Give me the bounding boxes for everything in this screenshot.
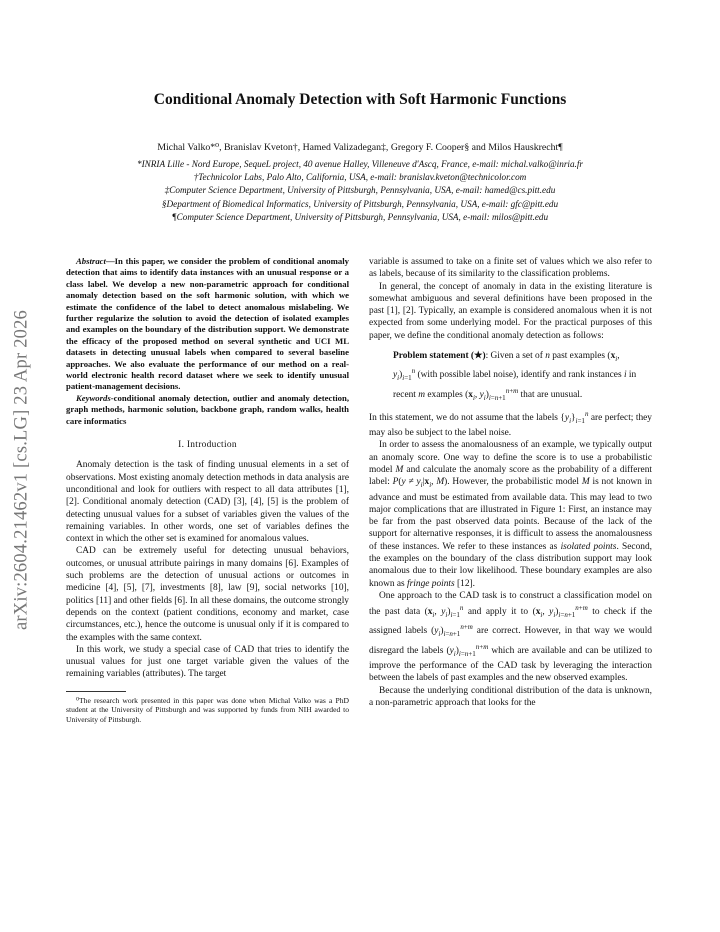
right-paragraph-5: One approach to the CAD task is to construct a classification model on the past data ($x_i$, $y_i)_{i=1}^n$ and apply it to ($x_i$, $y_i)_{i=n+1}^{n+m}$ to check if the assigned labels $(y_i)_{i=n+1}^{n+m}$ are correct. However, in that way we would disregard the labels $(y_i)_{i=n+1}^{n+m}$ which are available and can be utilized to improve the performance of the CAD task by leveraging the interaction between the labels of past examples and the new observed examples. bbox=[369, 590, 653, 684]
keywords bbox=[66, 393, 349, 427]
abstract bbox=[66, 256, 349, 393]
affiliation-4: §Department of Biomedical Informatics, University of Pittsburgh, Pennsylvania, USA, e-mail: gfc@pitt.edu bbox=[161, 198, 559, 209]
arxiv-stamp bbox=[2, 250, 42, 690]
problem-statement-lead: Problem statement (★) bbox=[393, 351, 486, 362]
right-paragraph-3: In this statement, we do not assume that the labels $\{y_i\}_{i=1}^n$ are perfect; they may also be subject to the label noise. bbox=[369, 409, 652, 439]
author-list: Michal Valko*⁰, Branislav Kveton†, Hamed Valizadegan‡, Gregory F. Cooper§ and Milos Hauskrecht¶ bbox=[157, 142, 563, 153]
problem-statement: Problem statement (★): Given a set of n past examples ($x_i$, $y_i)_{i=1}^n$ (with possible label noise), identify and rank instances i in recent m examples ($x_i$, $y_i)_{i=n+1}^{n+m}$ that are unusual. bbox=[393, 351, 637, 402]
affiliation-2: †Technicolor Labs, Palo Alto, California, USA, e-mail: branislav.kveton@technicolor.com bbox=[193, 172, 527, 183]
arxiv-id: arXiv:2604.21462v1 [cs.LG] 23 Apr 2026 bbox=[11, 309, 32, 631]
affiliation-5: ¶Computer Science Department, University of Pittsburgh, Pennsylvania, USA, e-mail: milos@pitt.edu bbox=[171, 211, 549, 222]
affiliation-3: ‡Computer Science Department, University of Pittsburgh, Pennsylvania, USA, e-mail: hamed@cs.pitt.edu bbox=[164, 185, 556, 196]
section-heading: I. Introduction bbox=[178, 440, 237, 451]
keywords-text: -conditional anomaly detection, outlier and anomaly detection, graph methods, harmonic solution, backbone graph, random walks, health care informatics bbox=[66, 392, 349, 426]
abstract-lead: Abstract bbox=[76, 256, 106, 266]
affiliations bbox=[0, 158, 720, 224]
intro-paragraph-3: In this work, we study a special case of CAD that tries to identify the unusual values for just one target variable given the values of the remaining variables (attributes). The target bbox=[66, 644, 349, 680]
right-paragraph-6: Because the underlying conditional distribution of the data is unknown, a non-parametric approach that looks for the bbox=[369, 685, 652, 708]
footnote-rule bbox=[66, 691, 126, 692]
intro-paragraph-2: CAD can be extremely useful for detecting unusual behaviors, outcomes, or unusual attribute pairings in many domains [6]. Examples of such problems are the detection of unusual actions or outcomes in medicine [4], [5], [7], investments [8], law [9], social networks [10], politics [11] and other fields [6]. In all these domains, the outcome strongly depends on the context (patient conditions, economy and market, case circumstances, etc.), hence the outcome is unusual only if it is compared to the examples with the same context. bbox=[66, 546, 349, 643]
keywords-lead: Keywords bbox=[76, 392, 111, 403]
right-column bbox=[369, 256, 652, 709]
right-paragraph-1: variable is assumed to take on a finite set of values which we also refer to as labels, because of its similarity to the classification problems. bbox=[369, 257, 652, 280]
left-column bbox=[66, 256, 349, 724]
paper-title: Conditional Anomaly Detection with Soft Harmonic Functions bbox=[153, 91, 567, 108]
right-paragraph-4: In order to assess the anomalousness of an example, we typically output an anomaly score. One way to define the score is to use a probabilistic model M and calculate the anomaly score as the probability of a different label: $P(y \ne y_i|x_i$, M). However, the probabilistic model M is not known in advance and must be estimated from available data. This may lead to two major complications that are illustrated in Figure 1: First, an instance may be far from the past observed data points. Because of the lack of the support for alternative responses, it is difficult to assess the anomalousness of these instances. We refer to these instances as isolated points. Second, the examples on the boundary of the class distribution support may look anomalous due to their low likelihood. These boundary examples are also known as fringe points [12]. bbox=[369, 440, 652, 589]
abstract-text: —In this paper, we consider the problem of conditional anomaly detection that aims to identify data instances with an unusual response or a class label. We develop a new non-parametric approach for conditional anomaly detection based on the soft harmonic solution, with which we estimate the confidence of the label to detect anomalous mislabeling. We further regularize the solution to avoid the detection of isolated examples and examples on the boundary of the distribution support. We demonstrate the efficacy of the proposed method on several synthetic and UCI ML datasets in detecting unusual labels when compared to several baseline approaches. We also evaluate the performance of our method on a real-world electronic health record dataset where we seek to identify unusual patient-management decisions. bbox=[66, 256, 349, 392]
affiliation-1: *INRIA Lille - Nord Europe, SequeL project, 40 avenue Halley, Villeneuve d'Ascq, France, e-mail: michal.valko@inria.fr bbox=[137, 159, 583, 169]
right-paragraph-2: In general, the concept of anomaly in data in the existing literature is somewhat ambiguous and several definitions have been proposed in the past [1], [2]. Typically, an example is considered anomalous when it is not expected from some underlying model. For the practical purposes of this paper, we define the conditional anomaly detection as follows: bbox=[369, 281, 652, 341]
footnote: ⁰The research work presented in this paper was done when Michal Valko was a PhD student at the University of Pittsburgh and was supported by funds from NIH awarded to University of Pittsburgh. bbox=[66, 695, 349, 724]
intro-paragraph-1: Anomaly detection is the task of finding unusual elements in a set of observations. Most existing anomaly detection methods in data analysis are unconditional and look for outliers with respect to all data attributes [1], [2]. Conditional anomaly detection (CAD) [3], [4], [5] is the problem of detecting unusual values for a subset of variables given the values of the remaining variables. In other words, one set of variables defines the context in which the other set is examined for anomalous values. bbox=[66, 460, 349, 545]
